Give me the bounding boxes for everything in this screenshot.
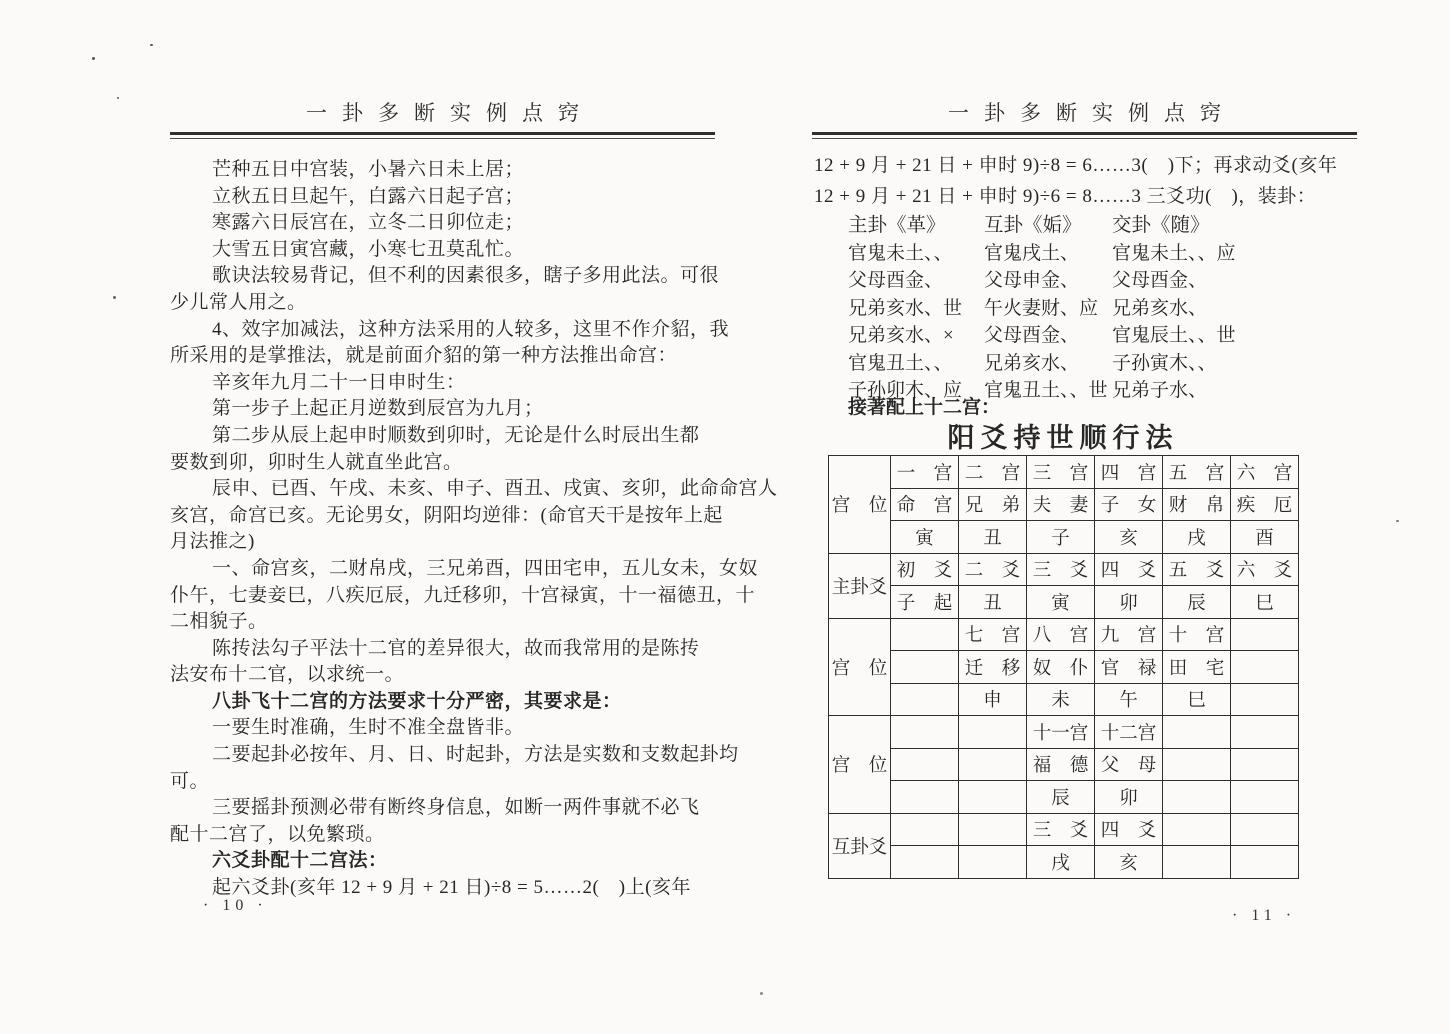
scan-speck — [117, 97, 119, 99]
palace-cell — [959, 716, 1027, 749]
palace-cell: 兄 弟 — [959, 488, 1027, 521]
table-row — [829, 488, 1299, 521]
hexagram-line: 官鬼丑土、、 — [848, 352, 953, 374]
palace-cell: 二 爻 — [959, 553, 1027, 586]
hexagram-line: 官鬼戌土、 — [984, 242, 1080, 264]
palace-cell: 子 起 — [891, 586, 959, 619]
left-text-block — [170, 157, 778, 902]
text-line: 第一步子上起正月逆数到辰宫为九月； — [212, 398, 544, 420]
row-group-label: 宫 位 — [829, 716, 891, 814]
hexagram-line: 父母酉金、 — [848, 270, 944, 291]
palace-cell: 六 爻 — [1231, 553, 1299, 586]
page-left — [170, 95, 778, 995]
row-group-label: 主卦爻 — [829, 553, 891, 618]
hexagram-column — [1112, 212, 1236, 405]
palace-cell: 巳 — [1163, 683, 1231, 716]
palace-cell: 亥 — [1095, 846, 1163, 879]
palace-cell: 夫 妻 — [1027, 488, 1095, 521]
text-line: 辛亥年九月二十一日申时生： — [212, 371, 466, 393]
lead-in-line: 接著配上十二宫： — [848, 397, 1001, 418]
text-line: 大雪五日寅宫藏，小寒七丑莫乱忙。 — [212, 238, 525, 260]
palace-cell — [891, 813, 959, 846]
palace-cell — [891, 651, 959, 684]
palace-cell: 子 — [1027, 521, 1095, 554]
hexagram-line: 兄弟亥水、 — [1112, 297, 1208, 319]
scan-speck — [1396, 520, 1399, 522]
palace-cell: 九 宫 — [1095, 618, 1163, 651]
table-row — [829, 456, 1299, 489]
palace-cell: 五 爻 — [1163, 553, 1231, 586]
palace-cell — [1163, 781, 1231, 814]
palace-cell — [891, 748, 959, 781]
formula-line: 12 + 9 月 + 21 日 + 申时 9)÷6 = 8……3 三爻功( )，装卦： — [814, 186, 1317, 207]
hexagram-line: 午火妻财、应 — [984, 297, 1099, 319]
scan-speck — [92, 57, 95, 60]
palace-cell: 子 女 — [1095, 488, 1163, 521]
text-line: 一要生时准确，生时不准全盘皆非。 — [212, 717, 525, 739]
hexagram-column — [984, 212, 1108, 405]
palace-cell: 申 — [959, 683, 1027, 716]
table-title: 阳爻持世顺行法 — [947, 423, 1179, 453]
text-line: 起六爻卦(亥年 12 + 9 月 + 21 日)÷8 = 5……2( )上(亥年 — [212, 877, 691, 899]
hexagram-line: 兄弟亥水、 — [984, 352, 1080, 374]
table-row — [829, 618, 1299, 651]
palace-cell — [1231, 618, 1299, 651]
palace-cell — [959, 813, 1027, 846]
table-row — [829, 586, 1299, 619]
palace-cell — [891, 846, 959, 879]
page-number-left: · 10 · — [203, 897, 268, 914]
palace-table — [828, 455, 1299, 879]
hexagram-line: 兄弟亥水、× — [848, 325, 954, 346]
palace-cell — [891, 618, 959, 651]
palace-cell: 官 禄 — [1095, 651, 1163, 684]
palace-cell: 六 宫 — [1231, 456, 1299, 489]
text-line: 寒露六日辰宫在，立冬二日卯位走； — [212, 212, 525, 234]
scan-speck — [760, 992, 763, 995]
palace-cell: 戌 — [1027, 846, 1095, 879]
palace-cell: 卯 — [1095, 781, 1163, 814]
hexagram-line: 子孙卯木、应 — [848, 380, 963, 401]
header-rule — [170, 132, 715, 139]
hexagram-line: 子孙寅木、、 — [1112, 352, 1217, 374]
palace-cell — [1163, 846, 1231, 879]
palace-cell — [1163, 716, 1231, 749]
table-row — [829, 813, 1299, 846]
formula-line: 12 + 9 月 + 21 日 + 申时 9)÷8 = 6……3( )下；再求动爻(亥年 — [814, 155, 1338, 176]
row-group-label: 宫 位 — [829, 456, 891, 554]
palace-cell — [959, 846, 1027, 879]
palace-cell — [891, 716, 959, 749]
table-row — [829, 521, 1299, 554]
table-row — [829, 716, 1299, 749]
hexagram-line: 父母酉金、 — [984, 325, 1080, 346]
palace-cell: 二 宫 — [959, 456, 1027, 489]
text-line: 立秋五日旦起午，白露六日起子宫； — [212, 185, 525, 207]
text-line: 歌诀法较易背记，但不利的因素很多，瞎子多用此法。可很 — [212, 265, 720, 287]
palace-cell: 五 宫 — [1163, 456, 1231, 489]
text-line: 月法推之) — [170, 531, 255, 553]
text-line: 第二步从辰上起申时顺数到卯时，无论是什么时辰出生都 — [212, 424, 700, 446]
palace-cell: 十 宫 — [1163, 618, 1231, 651]
text-line: 六爻卦配十二宫法： — [212, 850, 388, 872]
palace-cell: 辰 — [1163, 586, 1231, 619]
palace-cell — [1231, 683, 1299, 716]
hexagram-columns — [812, 212, 1357, 401]
palace-cell: 疾 厄 — [1231, 488, 1299, 521]
palace-cell: 亥 — [1095, 521, 1163, 554]
palace-cell: 父 母 — [1095, 748, 1163, 781]
text-line: 三要摇卦预测必带有断终身信息，如断一两件事就不必飞 — [212, 797, 700, 819]
text-line: 八卦飞十二宫的方法要求十分严密，其要求是： — [212, 690, 622, 712]
hexagram-line: 兄弟亥水、世 — [848, 297, 963, 319]
palace-cell — [1231, 846, 1299, 879]
text-line: 芒种五日中宫装，小暑六日未上居； — [212, 159, 525, 180]
text-line: 要数到卯，卯时生人就直坐此宫。 — [170, 451, 463, 473]
text-line: 仆午，七妻妾巳，八疾厄辰，九迁移卯，十宫禄寅，十一福德丑，十 — [170, 584, 756, 606]
palace-cell: 未 — [1027, 683, 1095, 716]
palace-cell: 三 爻 — [1027, 553, 1095, 586]
palace-cell: 三 爻 — [1027, 813, 1095, 846]
palace-cell — [1231, 813, 1299, 846]
palace-cell: 寅 — [1027, 586, 1095, 619]
palace-cell: 财 帛 — [1163, 488, 1231, 521]
palace-cell: 田 宅 — [1163, 651, 1231, 684]
scan-speck — [113, 296, 116, 299]
palace-cell — [959, 748, 1027, 781]
palace-cell: 四 爻 — [1095, 813, 1163, 846]
palace-cell: 十二宫 — [1095, 716, 1163, 749]
text-line: 配十二宫了，以免繁琐。 — [170, 823, 385, 845]
palace-cell — [891, 683, 959, 716]
palace-cell: 三 宫 — [1027, 456, 1095, 489]
hexagram-line: 官鬼丑土、、世 — [984, 380, 1108, 401]
table-row — [829, 748, 1299, 781]
palace-cell: 戌 — [1163, 521, 1231, 554]
palace-cell — [1163, 748, 1231, 781]
palace-cell: 初 爻 — [891, 553, 959, 586]
text-line: 4、效字加减法，这种方法采用的人较多，这里不作介貂，我 — [212, 318, 730, 340]
palace-cell: 酉 — [1231, 521, 1299, 554]
hexagram-column — [848, 212, 962, 405]
hexagram-line: 父母酉金、 — [1112, 270, 1208, 291]
palace-cell: 十一宫 — [1027, 716, 1095, 749]
table-row — [829, 846, 1299, 879]
row-group-label: 互卦爻 — [829, 813, 891, 878]
hexagram-line: 兄弟子水、 — [1112, 380, 1208, 401]
palace-cell — [891, 781, 959, 814]
palace-cell — [1231, 716, 1299, 749]
palace-cell: 辰 — [1027, 781, 1095, 814]
palace-cell: 丑 — [959, 521, 1027, 554]
running-head: 一卦多断实例点窍 — [948, 101, 1236, 125]
palace-cell — [1231, 651, 1299, 684]
palace-cell: 八 宫 — [1027, 618, 1095, 651]
palace-table-body — [829, 456, 1299, 879]
palace-cell: 迁 移 — [959, 651, 1027, 684]
text-line: 所采用的是掌推法，就是前面介貂的第一种方法推出命宫： — [170, 345, 678, 367]
palace-cell — [1231, 748, 1299, 781]
table-row — [829, 781, 1299, 814]
hexagram-title: 主卦《革》 — [848, 215, 946, 236]
running-head: 一卦多断实例点窍 — [306, 101, 594, 125]
hexagram-line: 官鬼未土、、 — [848, 242, 953, 264]
palace-cell: 卯 — [1095, 586, 1163, 619]
text-line: 二要起卦必按年、月、日、时起卦，方法是实数和支数起卦均 — [212, 744, 739, 766]
text-line: 二相貌子。 — [170, 611, 268, 633]
hexagram-line: 官鬼未土、、应 — [1112, 242, 1236, 264]
text-line: 一、命宫亥，二财帛戌，三兄弟酉，四田宅申，五儿女未，女奴 — [212, 557, 759, 579]
palace-cell: 命 宫 — [891, 488, 959, 521]
palace-cell: 午 — [1095, 683, 1163, 716]
table-row — [829, 651, 1299, 684]
text-line: 辰申、已酉、午戌、未亥、申子、酉丑、戌寅、亥卯，此命命宫人 — [212, 478, 778, 500]
text-line: 亥宫，命宫已亥。无论男女，阴阳均逆徘：(命官天干是按年上起 — [170, 504, 723, 526]
palace-cell: 一 宫 — [891, 456, 959, 489]
text-line: 少儿常人用之。 — [170, 291, 307, 313]
palace-cell: 巳 — [1231, 586, 1299, 619]
palace-cell: 福 德 — [1027, 748, 1095, 781]
scan-speck — [150, 44, 153, 46]
palace-cell: 四 宫 — [1095, 456, 1163, 489]
text-line: 可。 — [170, 770, 210, 792]
page-right — [812, 95, 1357, 995]
palace-cell — [1163, 813, 1231, 846]
page-number-right: · 11 · — [1232, 907, 1297, 924]
text-line: 陈抟法勾子平法十二官的差异很大，故而我常用的是陈抟 — [212, 637, 700, 659]
palace-cell: 奴 仆 — [1027, 651, 1095, 684]
palace-cell — [1231, 781, 1299, 814]
palace-cell: 四 爻 — [1095, 553, 1163, 586]
header-rule — [812, 132, 1357, 139]
palace-cell: 丑 — [959, 586, 1027, 619]
hexagram-title: 交卦《随》 — [1112, 215, 1210, 236]
hexagram-line: 官鬼辰土、、世 — [1112, 325, 1236, 346]
table-row — [829, 683, 1299, 716]
hexagram-line: 父母申金、 — [984, 270, 1080, 291]
palace-cell: 七 宫 — [959, 618, 1027, 651]
text-line: 法安布十二官，以求统一。 — [170, 664, 405, 686]
palace-cell: 寅 — [891, 521, 959, 554]
hexagram-title: 互卦《姤》 — [984, 215, 1082, 236]
table-row — [829, 553, 1299, 586]
formula-block — [814, 150, 1372, 212]
palace-cell — [959, 781, 1027, 814]
row-group-label: 宫 位 — [829, 618, 891, 716]
